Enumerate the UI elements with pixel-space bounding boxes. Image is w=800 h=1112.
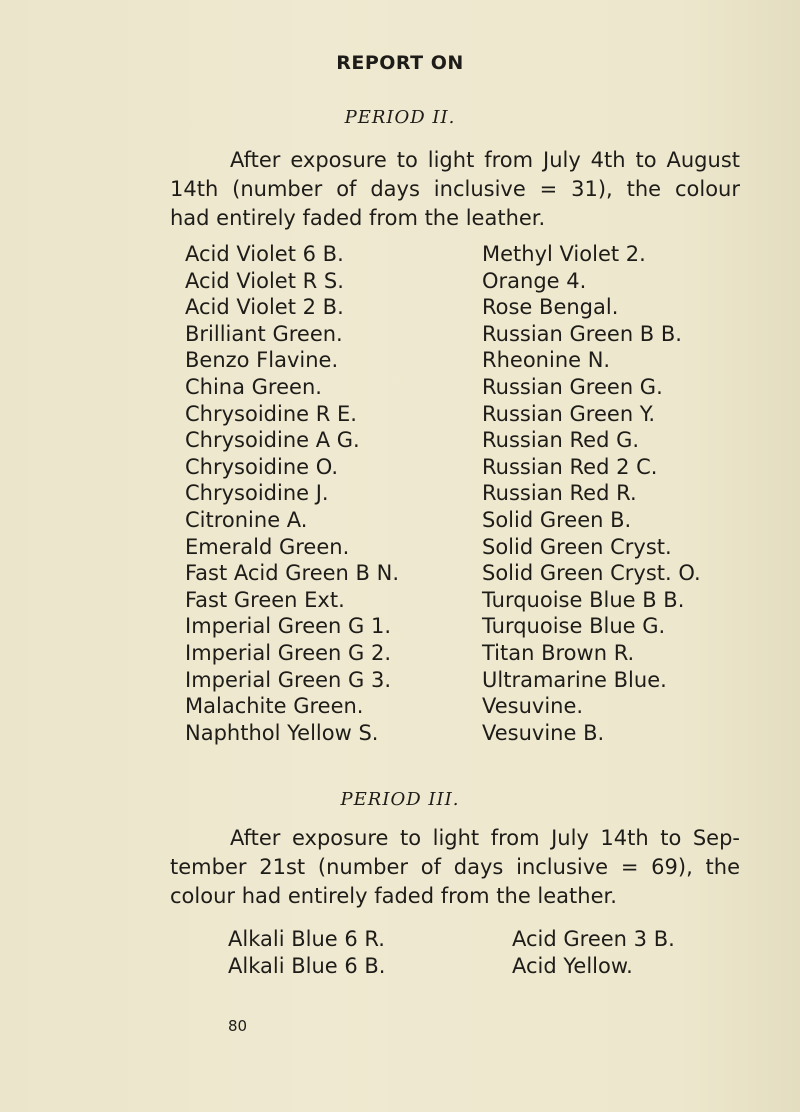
- dye-name: China Green.: [185, 374, 322, 399]
- paragraph-line: 14th (number of days inclusive = 31), the colour: [170, 177, 740, 201]
- dye-name: Imperial Green G 3.: [185, 667, 392, 692]
- paragraph-line: After exposure to light from July 4th to August: [230, 148, 740, 172]
- period-2-paragraph: [170, 146, 740, 233]
- dye-name: Fast Green Ext.: [185, 587, 345, 612]
- dye-name: Emerald Green.: [185, 534, 350, 559]
- dye-name: Titan Brown R.: [482, 640, 635, 665]
- dye-name: Vesuvine.: [482, 694, 584, 719]
- dye-name: Chrysoidine J.: [185, 481, 329, 506]
- dye-name: Russian Red G.: [482, 428, 640, 453]
- dye-name: Acid Violet 6 B.: [185, 242, 344, 266]
- period-2-title: PERIOD II.: [344, 107, 456, 128]
- paragraph-line: had entirely faded from the leather.: [170, 206, 546, 230]
- period-2-left-column: [185, 241, 399, 746]
- dye-name: Brilliant Green.: [185, 321, 343, 346]
- period-3-paragraph: [170, 824, 740, 911]
- running-header: REPORT ON: [336, 52, 464, 74]
- dye-name: Naphthol Yellow S.: [185, 720, 379, 745]
- page-number: 80: [228, 1017, 248, 1035]
- dye-name: Solid Green B.: [482, 507, 632, 532]
- dye-name: Rheonine N.: [482, 348, 611, 373]
- dye-name: Chrysoidine A G.: [185, 428, 360, 453]
- dye-name: Acid Yellow.: [512, 953, 633, 978]
- dye-name: Rose Bengal.: [482, 295, 619, 320]
- period-3-title: PERIOD III.: [340, 789, 460, 810]
- dye-name: Solid Green Cryst. O.: [482, 561, 701, 586]
- paragraph-line: colour had entirely faded from the leather.: [170, 884, 617, 908]
- paragraph-line: After exposure to light from July 14th to Sep-: [230, 826, 740, 850]
- dye-name: Ultramarine Blue.: [482, 667, 667, 692]
- dye-name: Citronine A.: [185, 507, 308, 532]
- dye-name: Methyl Violet 2.: [482, 242, 646, 266]
- dye-name: Acid Green 3 B.: [512, 927, 675, 951]
- paragraph-line: tember 21st (number of days inclusive = 69), the: [170, 855, 740, 879]
- dye-name: Russian Red R.: [482, 481, 637, 506]
- dye-name: Imperial Green G 2.: [185, 640, 392, 665]
- period-3-left-column: [228, 926, 385, 979]
- dye-name: Benzo Flavine.: [185, 348, 339, 373]
- dye-name: Chrysoidine R E.: [185, 401, 357, 426]
- dye-name: Turquoise Blue B B.: [482, 587, 685, 612]
- period-3-right-column: [512, 926, 675, 979]
- period-2-right-column: [482, 241, 701, 746]
- dye-name: Orange 4.: [482, 268, 587, 293]
- dye-name: Russian Green G.: [482, 374, 663, 399]
- dye-name: Alkali Blue 6 R.: [228, 927, 385, 951]
- dye-name: Russian Red 2 C.: [482, 454, 658, 479]
- dye-name: Fast Acid Green B N.: [185, 561, 399, 586]
- dye-name: Chrysoidine O.: [185, 454, 339, 479]
- dye-name: Russian Green B B.: [482, 321, 682, 346]
- dye-name: Acid Violet 2 B.: [185, 295, 344, 320]
- dye-name: Acid Violet R S.: [185, 268, 344, 293]
- dye-name: Vesuvine B.: [482, 720, 605, 745]
- dye-name: Russian Green Y.: [482, 401, 656, 426]
- dye-name: Solid Green Cryst.: [482, 534, 672, 559]
- dye-name: Imperial Green G 1.: [185, 614, 392, 639]
- dye-name: Alkali Blue 6 B.: [228, 953, 386, 978]
- dye-name: Turquoise Blue G.: [482, 614, 666, 639]
- dye-name: Malachite Green.: [185, 694, 364, 719]
